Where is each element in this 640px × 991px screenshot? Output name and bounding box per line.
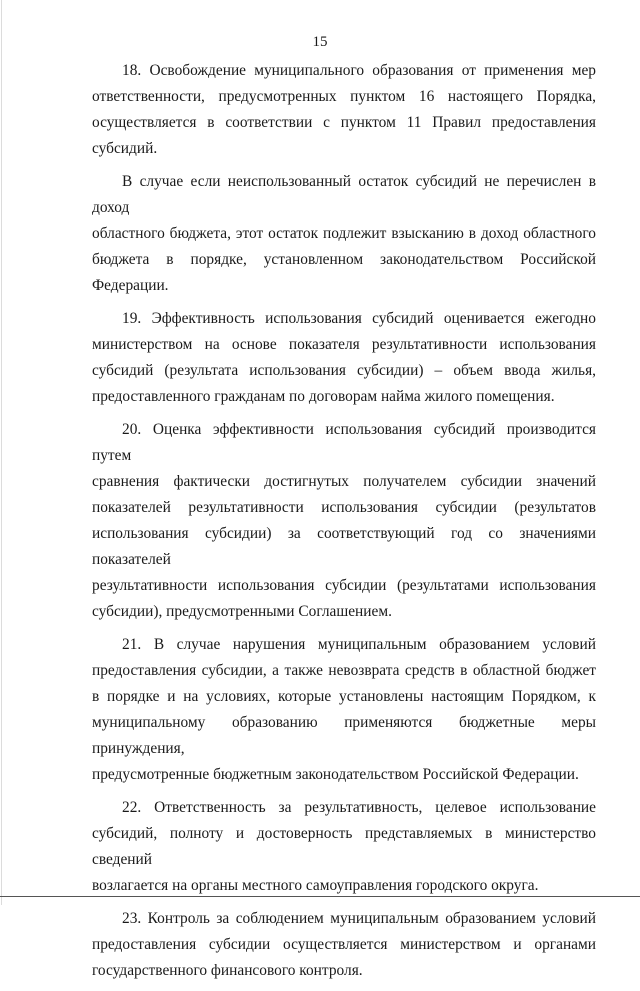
text-line: министерством на основе показателя результативности использования [92,336,596,353]
text-line: субсидий, полноту и достоверность представляемых в министерство сведений [92,825,596,868]
text-line: сравнения фактически достигнутых получателем субсидии значений [92,473,596,490]
paragraph [92,632,596,788]
text-line: субсидии), предусмотренными Соглашением. [92,603,392,620]
text-line: бюджета в порядке, установленном законодательством Российской [92,251,596,268]
text-line: предоставления субсидии, а также невозврата средств в областной бюджет [92,662,596,679]
text-line: муниципальному образованию применяются бюджетные меры принуждения, [92,714,596,757]
text-line: 18. Освобождение муниципального образования от применения мер [122,62,596,79]
text-line: 19. Эффективность использования субсидий оценивается ежегодно [122,310,596,327]
text-line: областного бюджета, этот остаток подлежит взысканию в доход областного [92,225,596,242]
text-line: возлагается на органы местного самоуправления городского округа. [92,877,539,894]
document-body [92,58,596,991]
text-line: предусмотренные бюджетным законодательством Российской Федерации. [92,766,579,783]
page-edge [1,0,2,905]
text-line: субсидий. [92,140,158,157]
paragraph [92,306,596,410]
paragraph [92,906,596,984]
text-line: Федерации. [92,277,169,294]
text-line: ответственности, предусмотренных пунктом 16 настоящего Порядка, [92,88,596,105]
paragraph [92,795,596,899]
page-number: 15 [312,34,328,50]
text-line: 20. Оценка эффективности использования субсидий производится путем [92,421,596,464]
paragraph [92,417,596,625]
text-line: предоставления субсидии осуществляется министерством и органами [92,936,596,953]
text-line: 22. Ответственность за результативность, целевое использование [122,799,596,816]
paragraph [92,169,596,299]
text-line: осуществляется в соответствии с пунктом 11 Правил предоставления [92,114,596,131]
text-line: 23. Контроль за соблюдением муниципальным образованием условий [122,910,596,927]
text-line: государственного финансового контроля. [92,962,363,979]
text-line: результативности использования субсидии (результатами использования [92,577,596,594]
text-line: использования субсидии) за соответствующий год со значениями показателей [92,525,596,568]
text-line: показателей результативности использования субсидии (результатов [92,499,596,516]
paragraph [92,58,596,162]
bottom-divider [0,896,640,897]
text-line: предоставленного гражданам по договорам найма жилого помещения. [92,388,555,405]
text-line: 21. В случае нарушения муниципальным образованием условий [122,636,596,653]
text-line: субсидий (результата использования субсидии) – объем ввода жилья, [92,362,596,379]
text-line: в порядке и на условиях, которые установлены настоящим Порядком, к [92,688,596,705]
text-line: В случае если неиспользованный остаток субсидий не перечислен в доход [92,173,596,216]
